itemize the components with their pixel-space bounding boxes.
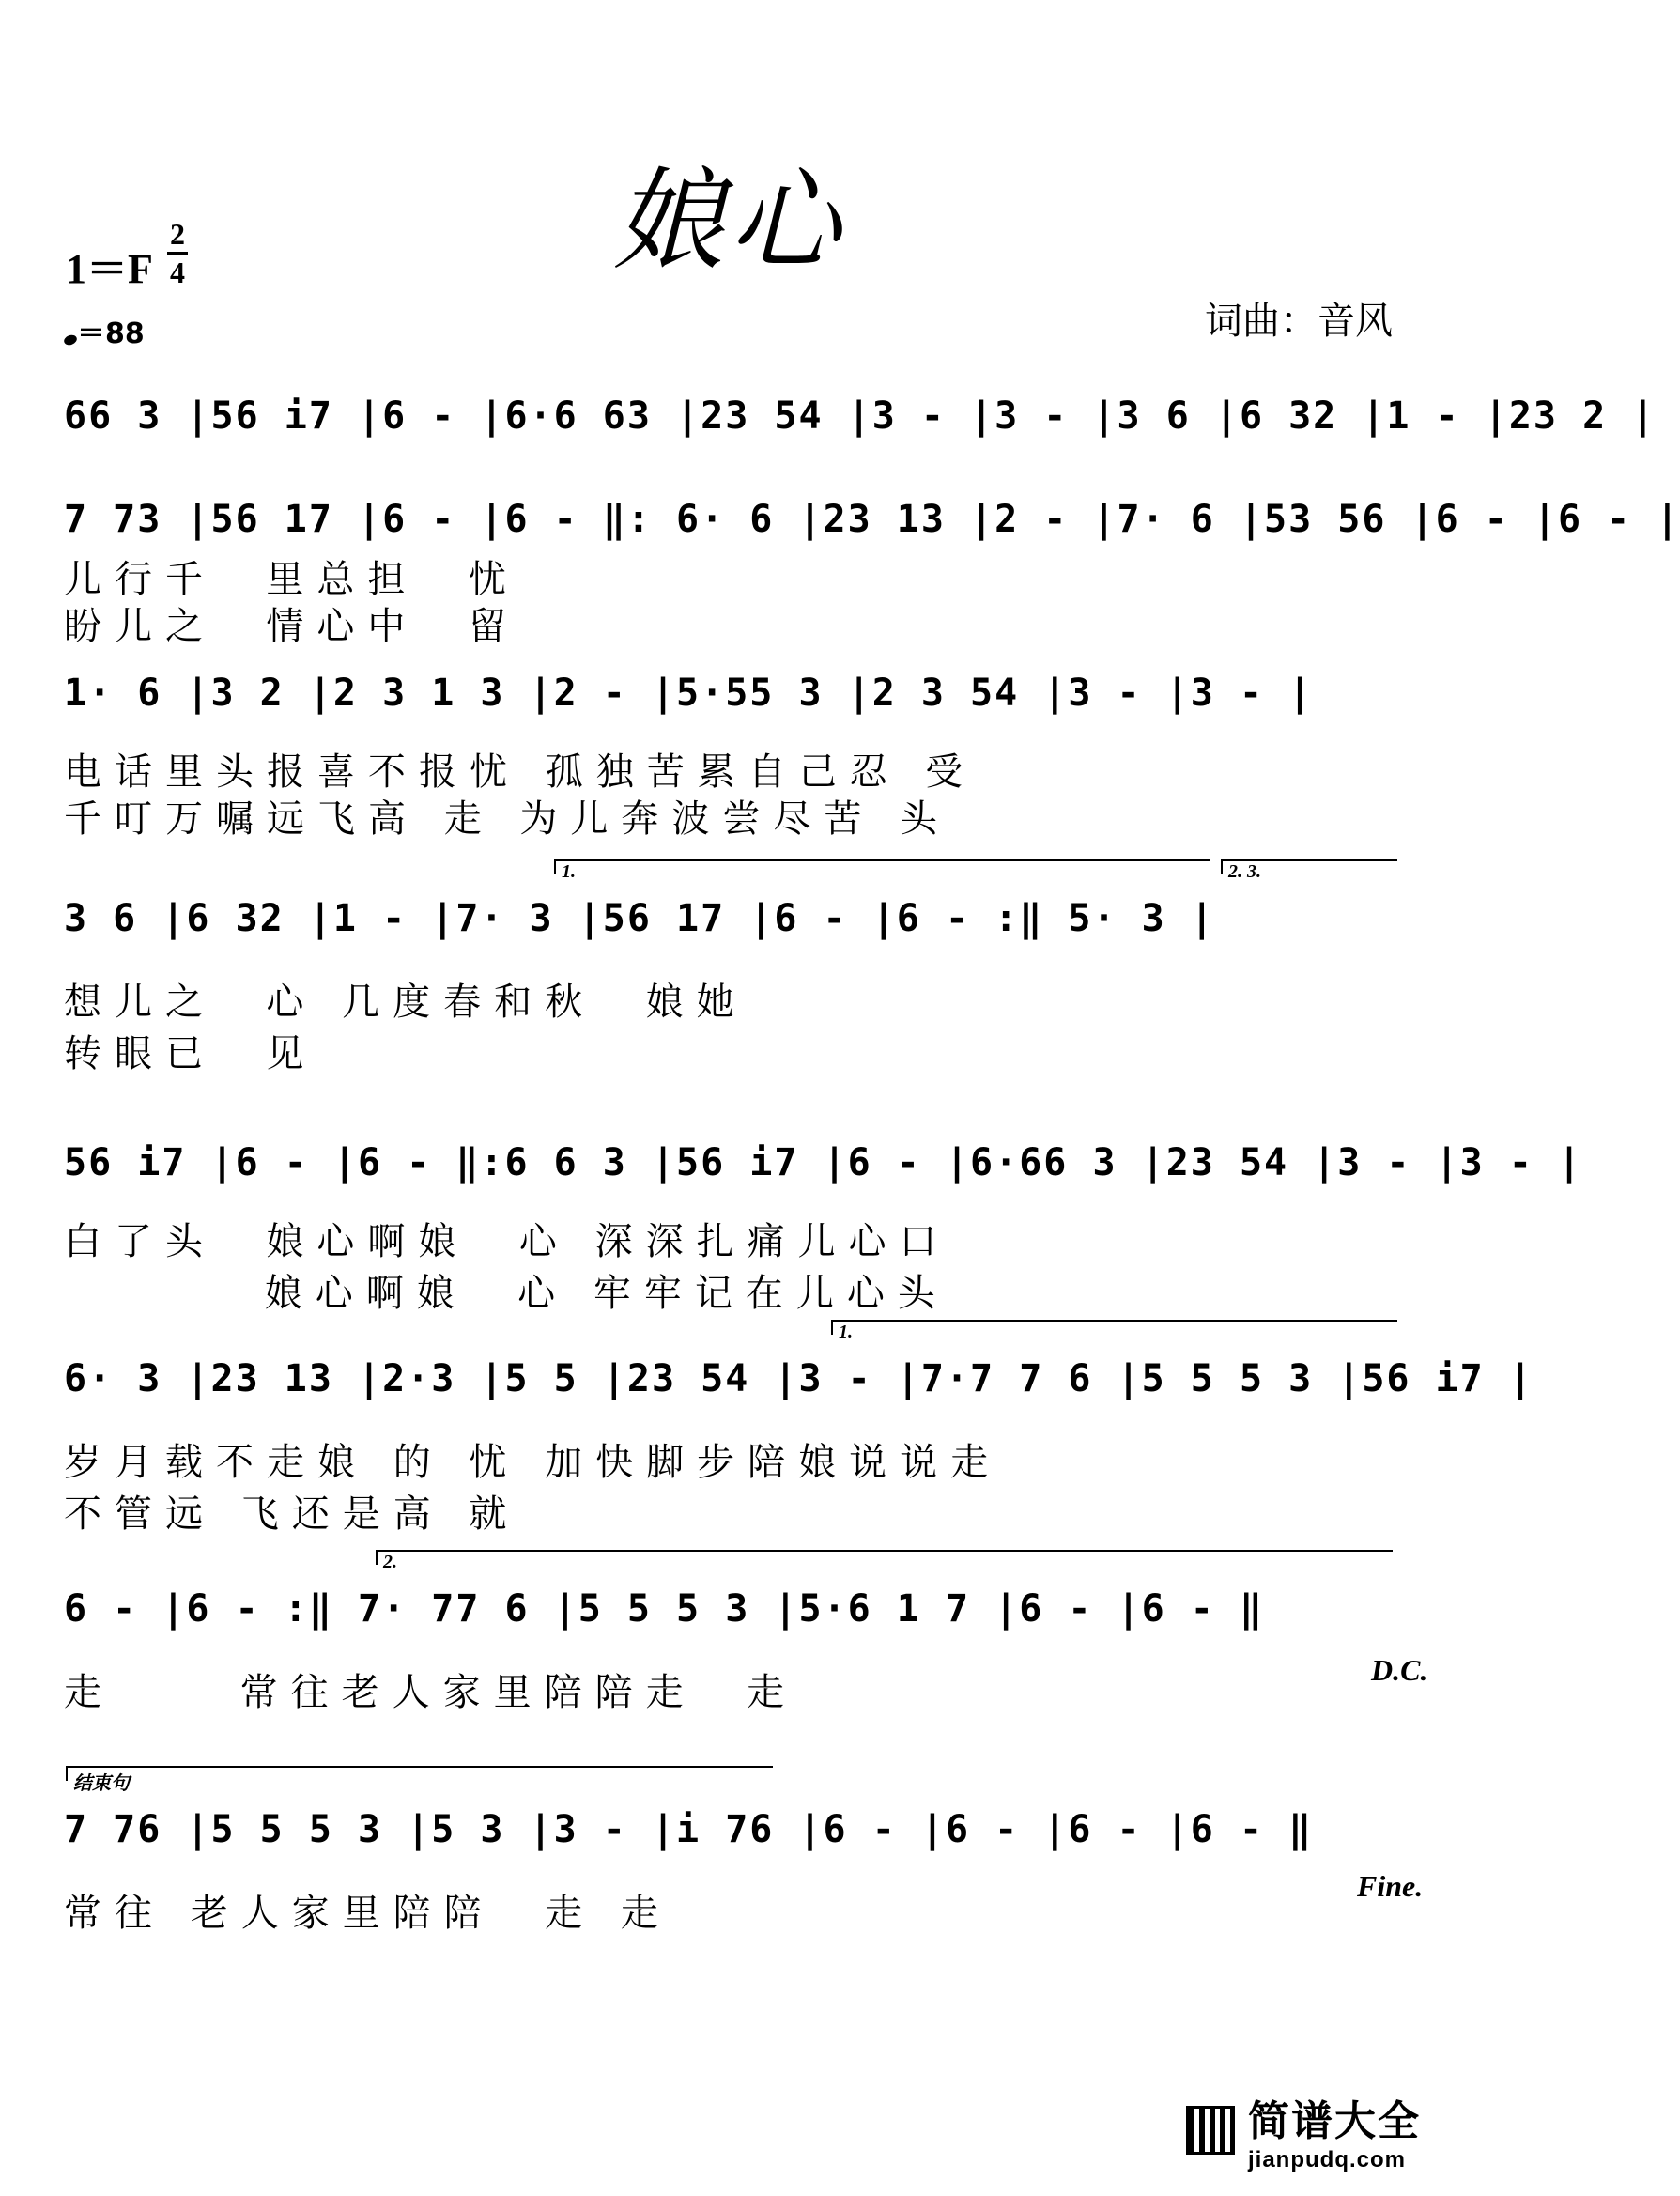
- lyric-row-3-verse-1: 电话里头报喜不报忧 孤独苦累自己忍 受: [64, 750, 977, 794]
- notation-row-6: 6· 3 |23 13 |2·3 |5 5 |23 54 |3 - |7·7 7 6 |5 5 5 3 |56 i7 |: [64, 1357, 1534, 1400]
- piano-keys-icon: [1186, 2106, 1235, 2155]
- site-watermark: [1186, 2087, 1421, 2173]
- dc-mark: D.C.: [1371, 1653, 1428, 1687]
- watermark-site: jianpudq.com: [1248, 2147, 1406, 2173]
- lyric-row-2-verse-2: 盼儿之 情心中 留: [64, 605, 519, 648]
- lyric-row-5-verse-1: 白了头 娘心啊娘 心 深深扎痛儿心口: [64, 1220, 950, 1263]
- tempo-value: ＝88: [77, 317, 145, 350]
- time-signature-bottom: 4: [170, 255, 185, 289]
- lyric-row-4-verse-1: 想儿之 心 几度春和秋 娘她: [64, 981, 748, 1024]
- notation-row-2: 7 73 |56 17 |6 - |6 - ‖: 6· 6 |23 13 |2 - |7· 6 |53 56 |6 - |6 - |: [64, 498, 1680, 541]
- volta-bracket-1: 1.: [554, 859, 1210, 874]
- lyric-row-2-verse-1: 儿行千 里总担 忧: [64, 558, 519, 601]
- song-title: 娘心: [612, 156, 846, 286]
- fine-mark: Fine.: [1357, 1869, 1424, 1903]
- time-signature-top: 2: [170, 217, 185, 251]
- notation-row-1: 66 3 |56 i7 |6 - |6·6 63 |23 54 |3 - |3 - |3 6 |6 32 |1 - |23 2 |: [64, 394, 1657, 438]
- volta-bracket-first-ending: 1.: [831, 1320, 1397, 1335]
- notation-row-7: 6 - |6 - :‖ 7· 77 6 |5 5 5 3 |5·6 1 7 |6 - |6 - ‖: [64, 1587, 1265, 1631]
- time-signature-divider: [167, 252, 188, 255]
- watermark-brand: 简谱大全: [1248, 2098, 1421, 2144]
- tempo-marking: [64, 310, 145, 351]
- key-signature: 1＝F: [66, 246, 153, 292]
- author-credit: 词曲：音风: [1205, 300, 1393, 343]
- notation-row-3: 1· 6 |3 2 |2 3 1 3 |2 - |5·55 3 |2 3 54 |3 - |3 - |: [64, 672, 1314, 715]
- lyric-row-3-verse-2: 千叮万嘱远飞高 走 为儿奔波尝尽苦 头: [64, 797, 951, 841]
- lyric-row-4-verse-2: 转眼已 见: [64, 1032, 317, 1075]
- lyric-row-6-verse-1: 岁月载不走娘 的 忧 加快脚步陪娘说说走: [64, 1441, 1002, 1484]
- notation-row-8: 7 76 |5 5 5 3 |5 3 |3 - |i 76 |6 - |6 - |6 - |6 - ‖: [64, 1808, 1314, 1851]
- lyric-row-5-verse-2: 娘心啊娘 心 牢牢记在儿心头: [64, 1272, 948, 1315]
- lyric-row-8: 常往 老人家里陪陪 走 走: [64, 1892, 671, 1935]
- notation-row-4: 3 6 |6 32 |1 - |7· 3 |56 17 |6 - |6 - :‖ 5· 3 |: [64, 897, 1215, 940]
- volta-bracket-ending: 结束句: [66, 1766, 773, 1781]
- notation-row-5: 56 i7 |6 - |6 - ‖:6 6 3 |56 i7 |6 - |6·66 3 |23 54 |3 - |3 - |: [64, 1141, 1583, 1184]
- time-signature: [167, 218, 188, 288]
- quarter-note-icon: [63, 333, 79, 347]
- lyric-row-6-verse-2: 不管远 飞还是高 就: [64, 1492, 520, 1536]
- lyric-row-7: 走 常往老人家里陪陪走 走: [64, 1671, 798, 1714]
- volta-bracket-second-ending: 2.: [376, 1550, 1393, 1565]
- volta-bracket-2-3: 2. 3.: [1221, 859, 1397, 874]
